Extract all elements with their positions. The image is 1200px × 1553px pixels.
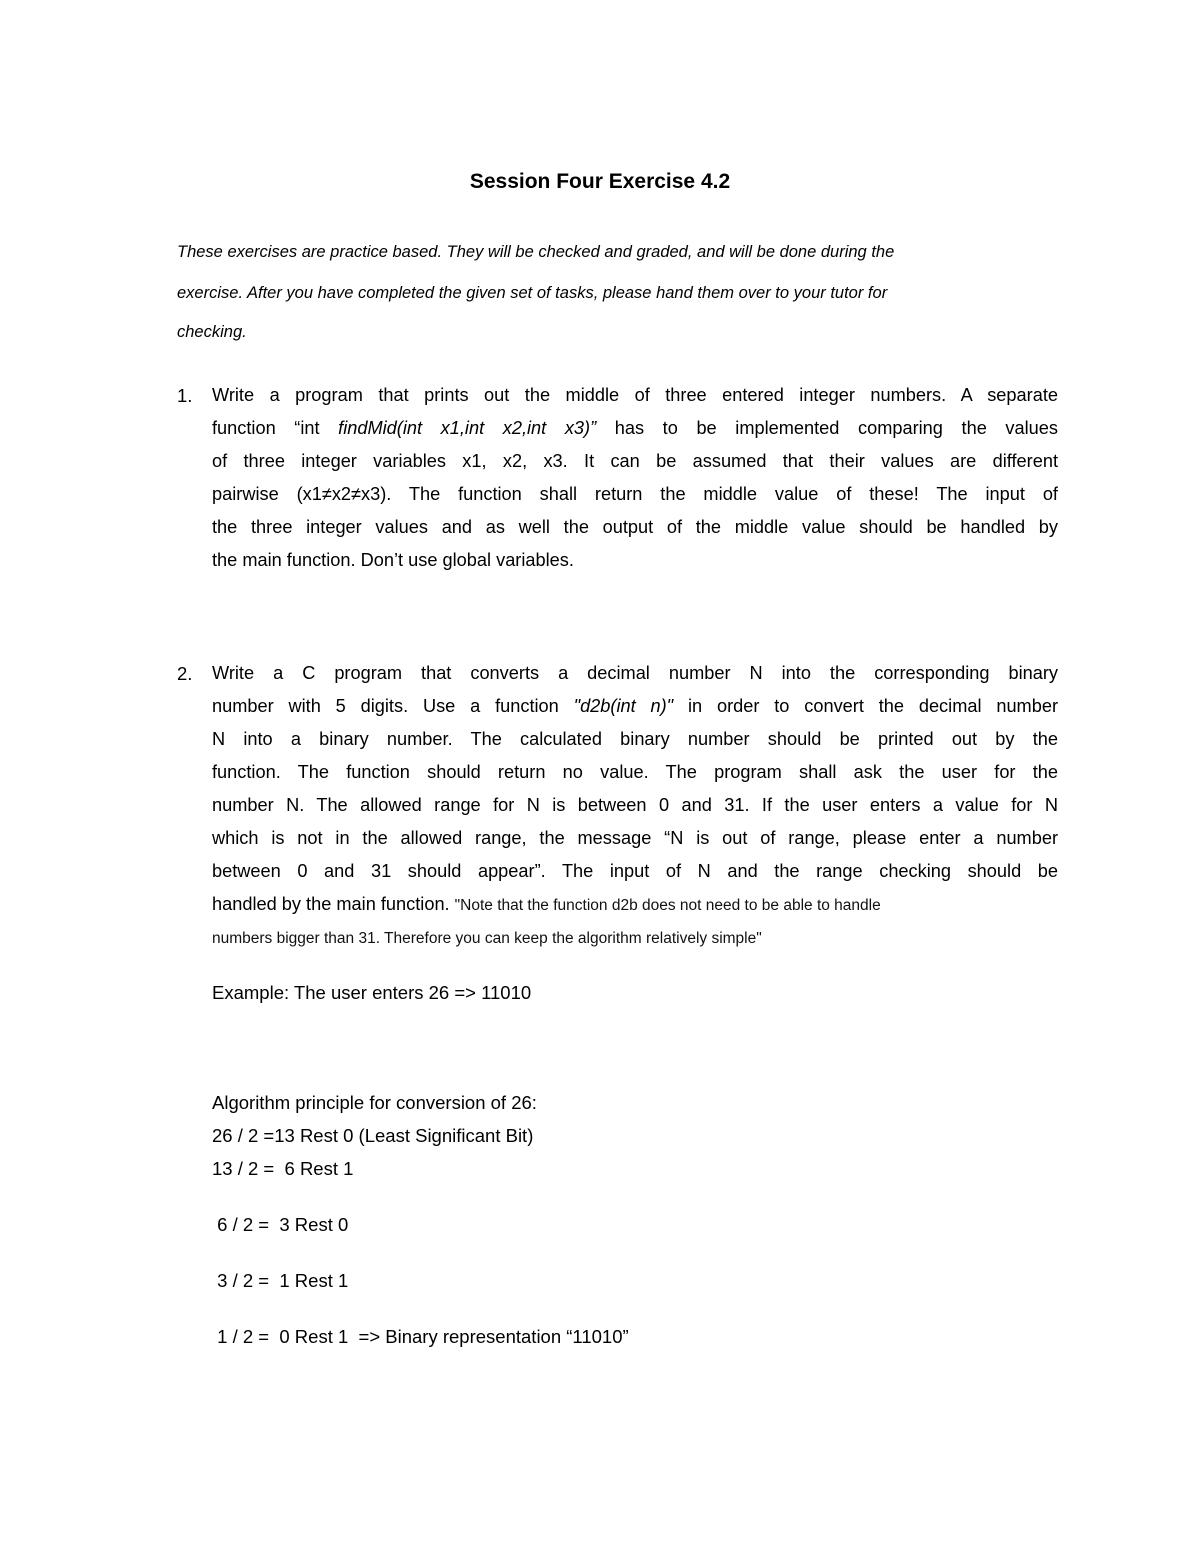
text-segment: of three integer variables x1, x2, x3. It can be assumed that their values are different [212, 451, 1058, 471]
algorithm-step: 13 / 2 = 6 Rest 1 [212, 1158, 354, 1179]
paragraph-line [212, 696, 1058, 722]
text-segment: number N. The allowed range for N is between 0 and 31. If the user enters a value for N [212, 795, 1058, 815]
intro-line: These exercises are practice based. They will be checked and graded, and will be done during the [177, 243, 895, 261]
note-text: numbers bigger than 31. Therefore you can keep the algorithm relatively simple" [212, 930, 762, 947]
text-segment: handled by the main function. [212, 894, 455, 914]
paragraph-line [212, 762, 1058, 788]
text-segment: between 0 and 31 should appear”. The input of N and the range checking should be [212, 861, 1058, 881]
paragraph-line [212, 385, 1058, 411]
text-segment: pairwise (x1≠x2≠x3). The function shall return the middle value of these! The input of [212, 484, 1058, 504]
paragraph-line [212, 418, 1058, 444]
text-segment: function. The function should return no value. The program shall ask the user for the [212, 762, 1058, 782]
task2-number: 2. [177, 663, 193, 684]
intro-line: exercise. After you have completed the given set of tasks, please hand them over to your tutor for [177, 284, 888, 302]
paragraph-line [212, 927, 1058, 948]
algorithm-step: 3 / 2 = 1 Rest 1 [212, 1270, 349, 1291]
algorithm-heading: Algorithm principle for conversion of 26: [212, 1092, 537, 1113]
paragraph-line [212, 550, 1058, 571]
paragraph-line [212, 451, 1058, 477]
code-text: "d2b(int n)" [573, 696, 674, 716]
page-title: Session Four Exercise 4.2 [469, 170, 731, 193]
text-segment: function “int [212, 418, 339, 438]
text-segment: the three integer values and as well the output of the middle value should be handled by [212, 517, 1058, 537]
algorithm-step: 6 / 2 = 3 Rest 0 [212, 1214, 349, 1235]
text-segment: Write a program that prints out the middle of three entered integer numbers. A separate [212, 385, 1058, 405]
text-segment: which is not in the allowed range, the message “N is out of range, please enter a number [212, 828, 1058, 848]
intro-line: checking. [177, 323, 247, 341]
paragraph-line [212, 828, 1058, 854]
paragraph-line [212, 795, 1058, 821]
algorithm-step: 26 / 2 =13 Rest 0 (Least Significant Bit) [212, 1125, 534, 1146]
paragraph-line [212, 729, 1058, 755]
text-segment: number with 5 digits. Use a function [212, 696, 574, 716]
text-segment: Write a C program that converts a decimal number N into the corresponding binary [212, 663, 1058, 683]
paragraph-line [212, 663, 1058, 689]
text-segment: has to be implemented comparing the values [596, 418, 1058, 438]
text-segment: the main function. Don’t use global variables. [212, 550, 574, 570]
paragraph-line [212, 517, 1058, 543]
paragraph-line [212, 894, 1058, 915]
task1-number: 1. [177, 385, 193, 406]
paragraph-line [212, 484, 1058, 510]
example-text: Example: The user enters 26 => 11010 [212, 982, 532, 1003]
code-text: findMid(int x1,int x2,int x3)” [338, 418, 597, 438]
text-segment: in order to convert the decimal number [673, 696, 1058, 716]
note-text: "Note that the function d2b does not need to be able to handle [454, 897, 881, 914]
text-segment: N into a binary number. The calculated binary number should be printed out by the [212, 729, 1058, 749]
algorithm-step: 1 / 2 = 0 Rest 1 => Binary representation “11010” [212, 1326, 629, 1347]
paragraph-line [212, 861, 1058, 887]
